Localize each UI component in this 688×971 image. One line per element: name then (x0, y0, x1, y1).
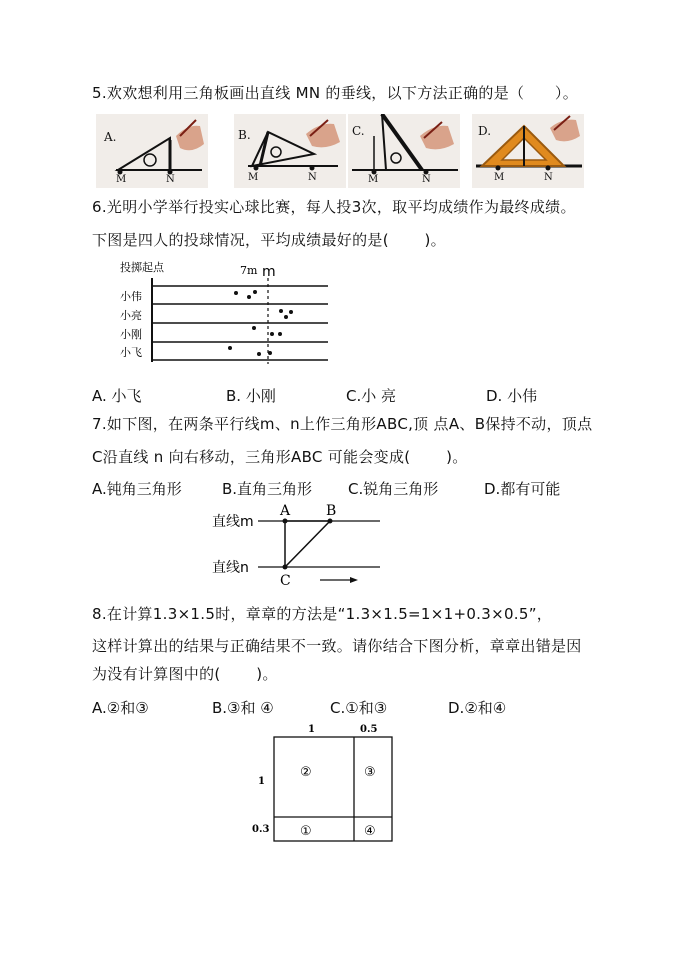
panel-a-label: A. (104, 130, 117, 144)
cell-3: ③ (364, 765, 376, 780)
point-xiaogang-3 (278, 332, 282, 336)
q8-option-c: C.①和③ (330, 699, 388, 717)
q8-line3: 为没有计算图中的( )。 (92, 665, 278, 683)
point-xiaofei-1 (228, 346, 232, 350)
q5-panel-c (348, 114, 460, 188)
vertex-c: C (280, 573, 291, 589)
name-xiaoliang: 小亮 (120, 309, 142, 322)
point-xiaogang-2 (270, 332, 274, 336)
q7-line1: 7.如下图，在两条平行线m、n上作三角形ABC,顶 点A、B保持不动，顶点 (92, 415, 593, 433)
vertex-b: B (326, 503, 337, 519)
point-xiaowei-2 (247, 295, 251, 299)
vertex-a: A (280, 503, 291, 519)
panel-a-n: N (166, 174, 175, 185)
cell-2: ② (300, 765, 312, 780)
point-xiaofei-2 (257, 352, 261, 356)
point-xiaoliang-3 (289, 310, 293, 314)
q5-text: 5.欢欢想利用三角板画出直线 MN 的垂线，以下方法正确的是（ ）。 (92, 84, 579, 102)
name-xiaowei: 小伟 (120, 290, 142, 303)
grid-left-1: 1 (258, 776, 265, 787)
point-xiaogang-1 (252, 326, 256, 330)
panel-d-label: D. (478, 124, 492, 138)
start-label: 投掷起点 (120, 261, 164, 274)
panel-a-m: M (116, 174, 127, 185)
q6-line2: 下图是四人的投球情况，平均成绩最好的是( )。 (92, 231, 446, 249)
panel-c-label: C. (352, 124, 365, 138)
panel-b-m: M (248, 172, 259, 183)
q8-option-a: A.②和③ (92, 699, 149, 717)
grid-left-03: 0.3 (252, 824, 270, 835)
label-line-m: 直线m (212, 514, 254, 530)
q8-option-d: D.②和④ (448, 699, 507, 717)
cell-1: ① (300, 824, 312, 839)
q5-panel-b (234, 114, 346, 188)
q7-option-a: A.钝角三角形 (92, 480, 182, 498)
q5-panel-d (472, 114, 584, 188)
arrow-right-icon (320, 577, 358, 583)
q5-panel-a (96, 114, 208, 188)
triangle-ruler-c-icon (348, 114, 460, 188)
throw-chart (112, 256, 342, 368)
q8-line1: 8.在计算1.3×1.5时，章章的方法是“1.3×1.5=1×1+0.3×0.5”， (92, 605, 553, 623)
area-grid-figure (250, 718, 400, 846)
panel-d-n: N (544, 172, 553, 183)
panel-b-n: N (308, 172, 317, 183)
panel-b-label: B. (238, 128, 251, 142)
q7-option-d: D.都有可能 (484, 480, 561, 498)
q7-line2: C沿直线 n 向右移动，三角形ABC 可能会变成( )。 (92, 448, 468, 466)
q6-option-d: D. 小伟 (486, 387, 538, 405)
point-xiaowei-1 (234, 291, 238, 295)
distance-label: 7m (240, 264, 258, 277)
triangle-ruler-a-icon (96, 114, 208, 188)
panel-d-m: M (494, 172, 505, 183)
point-xiaoliang-2 (284, 315, 288, 319)
q7-option-b: B.直角三角形 (222, 480, 313, 498)
point-xiaoliang-1 (279, 309, 283, 313)
q6-option-b: B. 小刚 (226, 387, 276, 405)
grid-top-1: 1 (308, 724, 315, 735)
triangle-figure (210, 500, 385, 590)
point-xiaowei-3 (253, 290, 257, 294)
panel-c-n: N (422, 174, 431, 185)
q8-line2: 这样计算出的结果与正确结果不一致。请你结合下图分析，章章出错是因 (92, 637, 582, 655)
label-line-n: 直线n (212, 560, 249, 576)
name-xiaofei: 小飞 (120, 346, 142, 359)
grid-top-05: 0.5 (360, 724, 378, 735)
q7-option-c: C.锐角三角形 (348, 480, 439, 498)
q6-option-c: C.小 亮 (346, 387, 397, 405)
distance-marker: m (262, 264, 276, 280)
q8-option-b: B.③和 ④ (212, 699, 274, 717)
panel-c-m: M (368, 174, 379, 185)
point-xiaofei-3 (268, 351, 272, 355)
q6-option-a: A. 小飞 (92, 387, 142, 405)
name-xiaogang: 小刚 (120, 328, 142, 341)
cell-4: ④ (364, 824, 376, 839)
q6-line1: 6.光明小学举行投实心球比赛，每人投3次，取平均成绩作为最终成绩。 (92, 198, 576, 216)
